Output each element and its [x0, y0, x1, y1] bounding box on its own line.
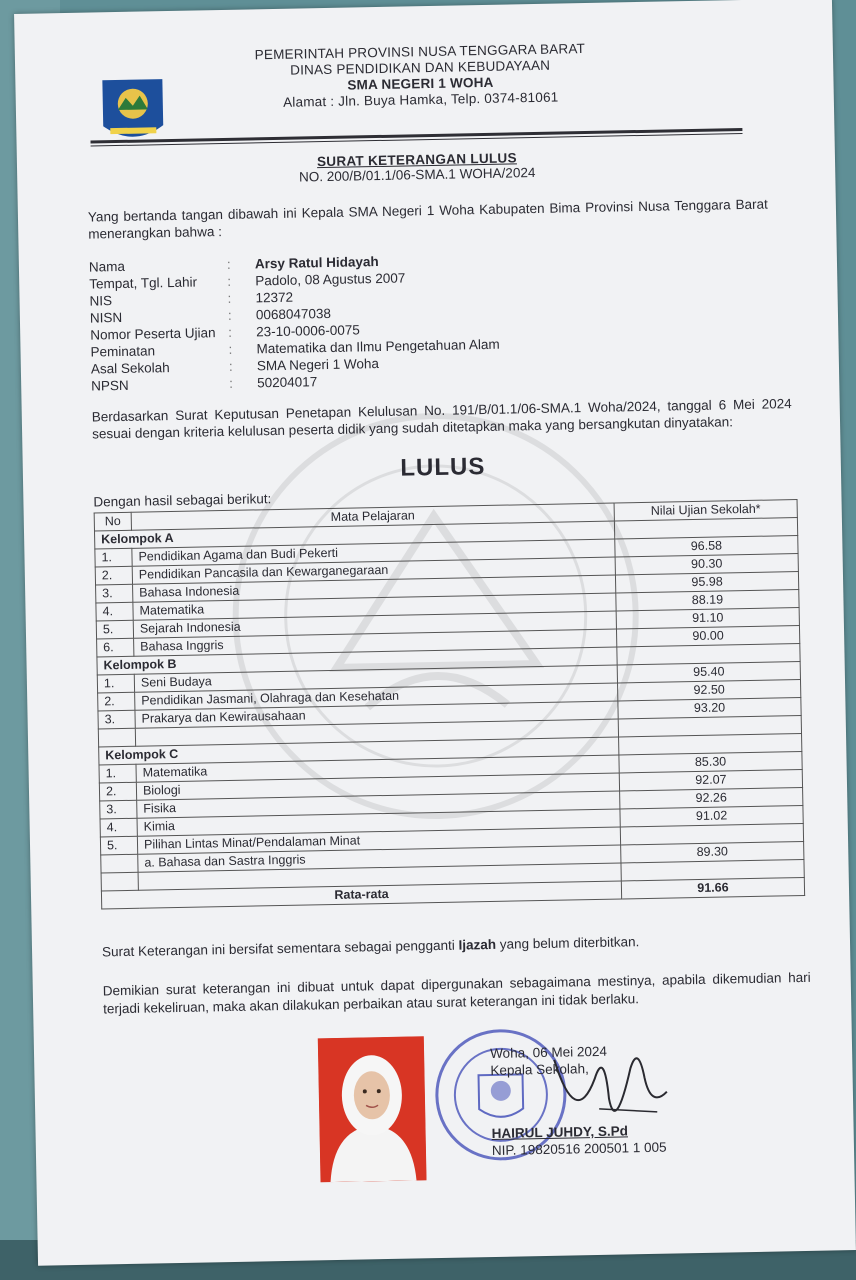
row-subject: Kimia — [137, 809, 620, 836]
intro-paragraph: Yang bertanda tangan dibawah ini Kepala SMA Negeri 1 Woha Kabupaten Bima Provinsi Nusa Tenggara Barat menerangkan bahwa : — [87, 196, 768, 242]
row-score: 85.30 — [619, 751, 802, 773]
group-name: Kelompok C — [99, 737, 619, 765]
row-number: 1. — [97, 674, 134, 693]
row-subject: Fisika — [137, 791, 620, 818]
row-number: 4. — [100, 818, 137, 837]
identity-value — [257, 373, 317, 391]
identity-value — [255, 289, 293, 307]
row-subject: Prakarya dan Kewirausahaan — [135, 701, 618, 728]
row-score: 91.10 — [616, 608, 799, 630]
row-subject: Pilihan Lintas Minat/Pendalaman Minat — [137, 827, 620, 854]
row-subject: Bahasa Indonesia — [133, 575, 616, 602]
row-subject: Bahasa Inggris — [134, 629, 617, 656]
row-score: 90.00 — [616, 626, 799, 648]
student-photo-image — [318, 1036, 427, 1182]
identity-label: NPSN — [91, 377, 129, 394]
row-score: 96.58 — [615, 536, 798, 558]
grades-table — [94, 499, 805, 909]
row-score: 88.19 — [616, 590, 799, 612]
identity-value — [256, 305, 331, 323]
identity-colon: : — [227, 273, 232, 289]
letterhead-school: SMA NEGERI 1 WOHA — [347, 74, 494, 93]
row-number: 5. — [96, 620, 133, 639]
certificate-paper — [14, 0, 856, 1266]
letterhead-government: PEMERINTAH PROVINSI NUSA TENGGARA BARAT — [254, 41, 586, 63]
average-value: 91.66 — [621, 877, 804, 899]
average-label: Rata-rata — [101, 881, 621, 909]
header-subject: Mata Pelajaran — [131, 503, 614, 530]
identity-value — [255, 270, 405, 290]
note-ijazah: Ijazah — [458, 936, 497, 953]
letterhead-address: Alamat : Jln. Buya Hamka, Telp. 0374-81061 — [283, 89, 559, 110]
group-name: Kelompok A — [94, 521, 614, 549]
identity-label: Tempat, Tgl. Lahir — [89, 274, 198, 292]
row-number: 5. — [100, 836, 137, 855]
row-score: 92.50 — [618, 679, 801, 701]
identity-value-text: Padolo, 08 Agustus 2007 — [255, 270, 406, 289]
row-subject: Matematika — [133, 593, 616, 620]
row-score: 93.20 — [618, 697, 801, 719]
identity-value-text: 50204017 — [257, 374, 318, 391]
row-number: 2. — [98, 692, 135, 711]
row-number: 1. — [95, 548, 132, 567]
student-identity — [89, 246, 771, 395]
identity-colon: : — [228, 341, 233, 357]
group-name: Kelompok B — [97, 647, 617, 675]
results-intro: Dengan hasil sebagai berikut: — [93, 491, 272, 510]
identity-colon: : — [226, 256, 231, 272]
row-number: 3. — [98, 710, 135, 729]
row-score: 89.30 — [621, 841, 804, 863]
row-score: 95.40 — [617, 661, 800, 683]
row-score: 91.02 — [620, 805, 803, 827]
note-text-before: Surat Keterangan ini bersifat sementara sebagai pengganti — [101, 937, 459, 960]
row-subject: Pendidikan Agama dan Budi Pekerti — [132, 539, 615, 566]
row-number — [101, 854, 138, 873]
row-number: 6. — [97, 638, 134, 657]
result-status: LULUS — [400, 453, 486, 482]
row-subject: Pendidikan Pancasila dan Kewarganegaraan — [132, 557, 615, 584]
identity-label: Peminatan — [90, 343, 156, 360]
province-logo-icon — [99, 75, 166, 144]
identity-value-text: SMA Negeri 1 Woha — [256, 356, 380, 374]
row-score: 90.30 — [615, 554, 798, 576]
identity-colon: : — [229, 375, 234, 391]
student-name: Arsy Ratul Hidayah — [254, 254, 379, 272]
signature-scribble — [534, 1037, 676, 1136]
signature-position: Kepala Sekolah, — [490, 1061, 589, 1079]
document-number: NO. 200/B/01.1/06-SMA.1 WOHA/2024 — [298, 164, 536, 185]
row-subject: Seni Budaya — [134, 665, 617, 692]
letterhead — [165, 39, 676, 113]
identity-label: Asal Sekolah — [90, 360, 170, 377]
row-subject: Sejarah Indonesia — [133, 611, 616, 638]
identity-colon: : — [227, 290, 232, 306]
row-number: 1. — [99, 764, 136, 783]
document-title: SURAT KETERANGAN LULUS — [316, 150, 517, 170]
row-number: 2. — [99, 782, 136, 801]
closing-paragraph: Demikian surat keterangan ini dibuat untuk dapat dipergunakan sebagaimana mestinya, apabila dikemudian hari terjadi kekeliruan, maka akan dilakukan perbaikan atau surat keterangan ini tidak berlaku. — [102, 969, 811, 1017]
identity-label: NISN — [89, 309, 123, 326]
identity-colon: : — [228, 324, 233, 340]
signatory-nip: NIP. 19820516 200501 1 005 — [491, 1139, 667, 1159]
identity-label: NIS — [89, 293, 113, 309]
identity-value-text: 0068047038 — [255, 305, 332, 323]
identity-colon: : — [228, 358, 233, 374]
row-number: 3. — [96, 584, 133, 603]
temporary-note — [102, 931, 802, 959]
identity-label: Nama — [88, 258, 126, 275]
identity-value-text: 23-10-0006-0075 — [256, 322, 360, 340]
document-title-block — [91, 146, 743, 189]
row-number: 2. — [95, 566, 132, 585]
header-score: Nilai Ujian Sekolah* — [614, 500, 797, 522]
row-subject: a. Bahasa dan Sastra Inggris — [138, 845, 621, 872]
signatory-name: HAIRUL JUHDY, S.Pd — [491, 1123, 629, 1142]
row-number: 3. — [100, 800, 137, 819]
identity-value — [256, 321, 360, 340]
identity-label: Nomor Peserta Ujian — [90, 325, 216, 343]
row-subject: Pendidikan Jasmani, Olahraga dan Kesehatan — [135, 683, 618, 710]
identity-colon: : — [227, 307, 232, 323]
row-score: 95.98 — [615, 572, 798, 594]
identity-value-text: Matematika dan Ilmu Pengetahuan Alam — [256, 336, 500, 357]
row-number — [101, 872, 138, 891]
row-subject: Biologi — [136, 773, 619, 800]
row-score: 92.26 — [620, 787, 803, 809]
row-subject: Matematika — [136, 755, 619, 782]
letterhead-department: DINAS PENDIDIKAN DAN KEBUDAYAAN — [290, 57, 551, 78]
identity-value — [257, 355, 379, 374]
identity-value-text: 12372 — [255, 289, 294, 306]
signature-place-date: Woha, 06 Mei 2024 — [489, 1043, 608, 1062]
row-number — [98, 728, 135, 747]
row-score: 92.07 — [619, 769, 802, 791]
header-no: No — [94, 512, 131, 531]
basis-paragraph: Berdasarkan Surat Keputusan Penetapan Kelulusan No. 191/B/01.1/06-SMA.1 Woha/2024, tanggal 6 Mei 2024 sesuai dengan kriteria kelulusan peserta didik yang sudah ditetapkan maka yang bersangkutan dinyatakan: — [91, 396, 792, 442]
note-text-after: yang belum diterbitkan. — [495, 934, 640, 952]
row-number: 4. — [96, 602, 133, 621]
student-photo — [318, 1036, 427, 1182]
